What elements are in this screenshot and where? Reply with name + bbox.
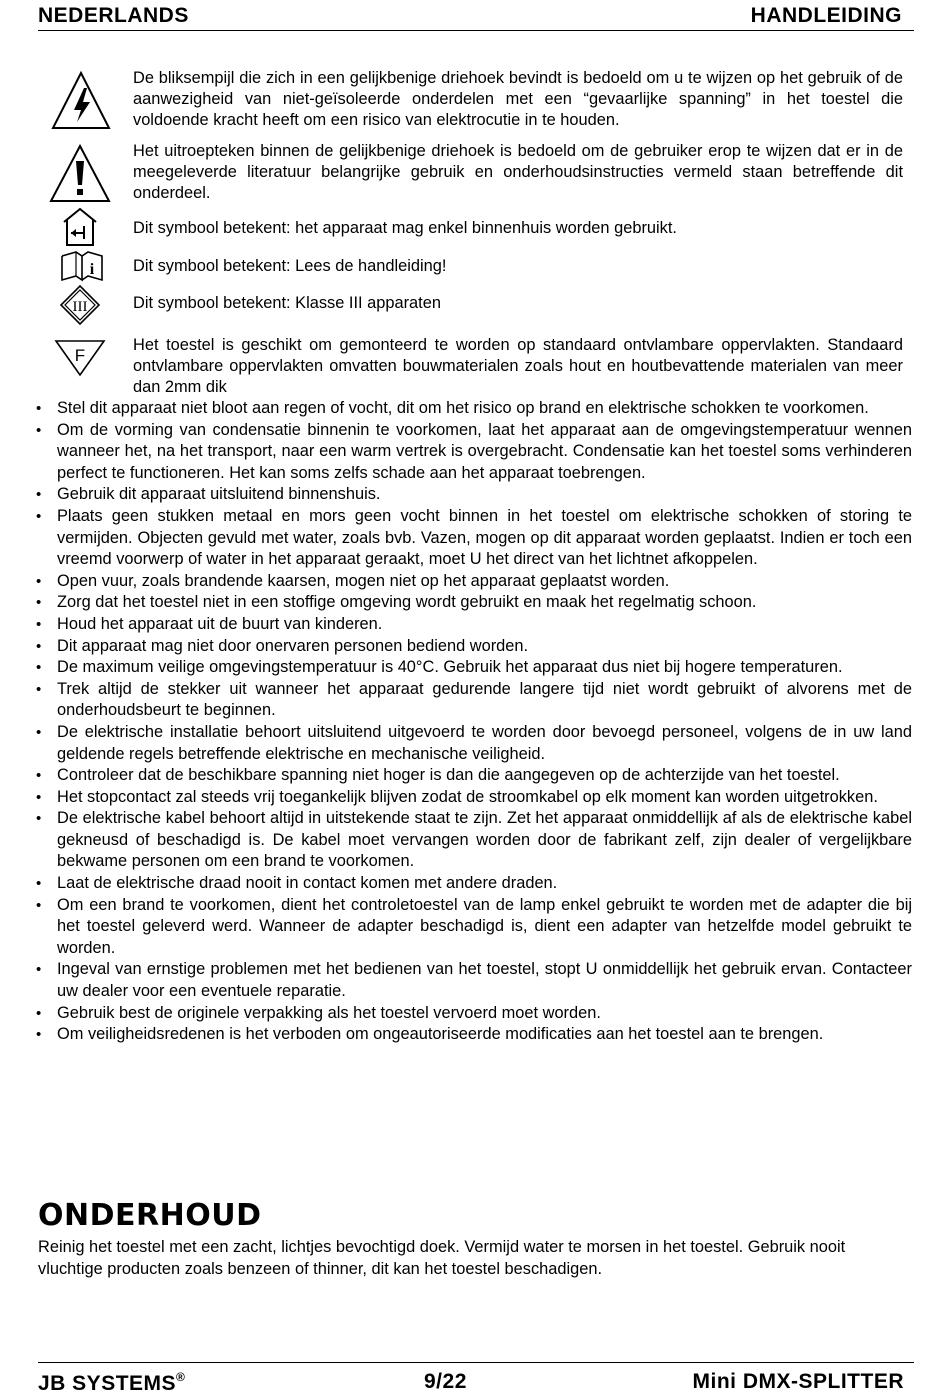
indoor-use-icon xyxy=(60,206,100,248)
list-item: • De elektrische installatie behoort uitsluitend uitgevoerd te worden door bevoegd personeel, volgens de in uw land geldende regels betreffende elektrische en mechanische veiligheid. xyxy=(36,722,912,765)
maintenance-text: Reinig het toestel met een zacht, lichtjes bevochtigd doek. Vermijd water te morsen in het toestel. Gebruik nooit vluchtige producten zoals benzeen of thinner, dit kan het toestel beschadigen. xyxy=(38,1238,846,1278)
list-item: • Ingeval van ernstige problemen met het bedienen van het toestel, stopt U onmiddellijk het gebruik ervan. Contacteer uw dealer voor een eventuele reparatie. xyxy=(36,959,912,1002)
list-item: • Open vuur, zoals brandende kaarsen, mogen niet op het apparaat geplaatst worden. xyxy=(36,571,912,593)
list-item: • Dit apparaat mag niet door onervaren personen bediend worden. xyxy=(36,636,912,658)
list-item: • Om veiligheidsredenen is het verboden om ongeautoriseerde modificaties aan het toestel aan te brengen. xyxy=(36,1024,912,1046)
symbol-text-f-mark: Het toestel is geschikt om gemonteerd te worden op standaard ontvlambare oppervlakten. Standaard ontvlambare oppervlakten omvatten bouwmaterialen zoals hout en houtbevattende materialen van meer dan 2mm dik xyxy=(133,336,903,396)
class-iii-glyph: III xyxy=(72,299,88,315)
list-item: • De maximum veilige omgevingstemperatuur is 40°C. Gebruik het apparaat dus niet bij hogere temperaturen. xyxy=(36,657,912,679)
symbol-text-exclamation: Het uitroepteken binnen de gelijkbenige driehoek is bedoeld om de gebruiker erop te wijzen dat er in de meegeleverde literatuur belangrijke gebruik en onderhoudsinstructies vermeld staan betreffende dit onderdeel. xyxy=(133,142,903,202)
list-item: • Plaats geen stukken metaal en mors geen vocht binnen in het toestel om elektrische schokken of storing te vermijden. Objecten gevuld met water, zoals bvb. Vazen, mogen op dit apparaat worden geplaatst. Indien er toch een vreemd voorwerp of water in het apparaat geraakt, moet U het direct van het lichtnet afkoppelen. xyxy=(36,506,912,571)
class-iii-icon xyxy=(60,285,100,325)
footer-brand xyxy=(38,1370,185,1396)
brand-name: JB SYSTEMS xyxy=(38,1372,177,1395)
header-doc-type: HANDLEIDING xyxy=(750,4,902,27)
symbol-text-manual: Dit symbool betekent: Lees de handleiding! xyxy=(133,257,447,275)
read-manual-icon xyxy=(60,250,104,282)
list-item: • Gebruik dit apparaat uitsluitend binnenshuis. xyxy=(36,484,912,506)
registered-mark: ® xyxy=(176,1370,186,1384)
list-item: • Trek altijd de stekker uit wanneer het apparaat gedurende langere tijd niet wordt gebruikt of alvorens met de onderhoudsbeurt te beginnen. xyxy=(36,679,912,722)
header-language: NEDERLANDS xyxy=(38,4,189,27)
symbol-text-class-iii: Dit symbool betekent: Klasse III apparaten xyxy=(133,294,441,312)
list-item: • Gebruik best de originele verpakking als het toestel vervoerd moet worden. xyxy=(36,1003,912,1025)
page-footer xyxy=(38,1362,914,1397)
exclamation-warning-icon xyxy=(48,143,112,205)
list-item: • Zorg dat het toestel niet in een stoffige omgeving wordt gebruikt en maak het regelmatig schoon. xyxy=(36,592,912,614)
symbol-text-indoor: Dit symbool betekent: het apparaat mag enkel binnenhuis worden gebruikt. xyxy=(133,219,677,237)
list-item: • Om een brand te voorkomen, dient het controletoestel van de lamp enkel gebruikt te worden met de adapter die bij het toestel geleverd werd. Wanneer de adapter beschadigd is, dient een adapter van hetzelfde model gebruikt te worden. xyxy=(36,895,912,960)
info-glyph: i xyxy=(89,261,95,278)
symbol-text-lightning: De bliksempijl die zich in een gelijkbenige driehoek bevindt is bedoeld om u te wijzen op het gebruik of de aanwezigheid van niet-geïsoleerde onderdelen met een “gevaarlijke spanning” in het toestel die voldoende kracht heeft om een risico van elektrocutie in te houden. xyxy=(133,69,903,129)
f-mark-icon xyxy=(54,337,106,377)
footer-product: Mini DMX-SPLITTER xyxy=(692,1370,904,1393)
list-item: • Om de vorming van condensatie binnenin te voorkomen, laat het apparaat aan de omgevingstemperatuur wennen wanneer het, na het transport, naar een warm vertrek is overgebracht. Condensatie kan het toestel soms verhinderen perfect te functioneren. Het kan soms zelfs schade aan het apparaat toebrengen. xyxy=(36,420,912,485)
page-number: 9/22 xyxy=(424,1370,467,1393)
list-item: • Stel dit apparaat niet bloot aan regen of vocht, dit om het risico op brand en elektrische schokken te voorkomen. xyxy=(36,398,912,420)
list-item: • Laat de elektrische draad nooit in contact komen met andere draden. xyxy=(36,873,912,895)
list-item: • Het stopcontact zal steeds vrij toegankelijk blijven zodat de stroomkabel op elk moment kan worden uitgetrokken. xyxy=(36,787,912,809)
f-mark-glyph: F xyxy=(74,346,86,365)
maintenance-heading: ONDERHOUD xyxy=(38,1198,262,1233)
list-item: • De elektrische kabel behoort altijd in uitstekende staat te zijn. Zet het apparaat onmiddellijk af als de elektrische kabel gekneusd of beschadigd is. De kabel moet vervangen worden door de fabrikant zelf, zijn dealer of vergelijkbare bekwame personen om een brand te voorkomen. xyxy=(36,808,912,873)
list-item: • Houd het apparaat uit de buurt van kinderen. xyxy=(36,614,912,636)
page-header xyxy=(38,2,914,31)
lightning-warning-icon xyxy=(50,70,112,132)
list-item: • Controleer dat de beschikbare spanning niet hoger is dan die aangegeven op de achterzijde van het toestel. xyxy=(36,765,912,787)
safety-instructions-list xyxy=(36,398,912,1046)
